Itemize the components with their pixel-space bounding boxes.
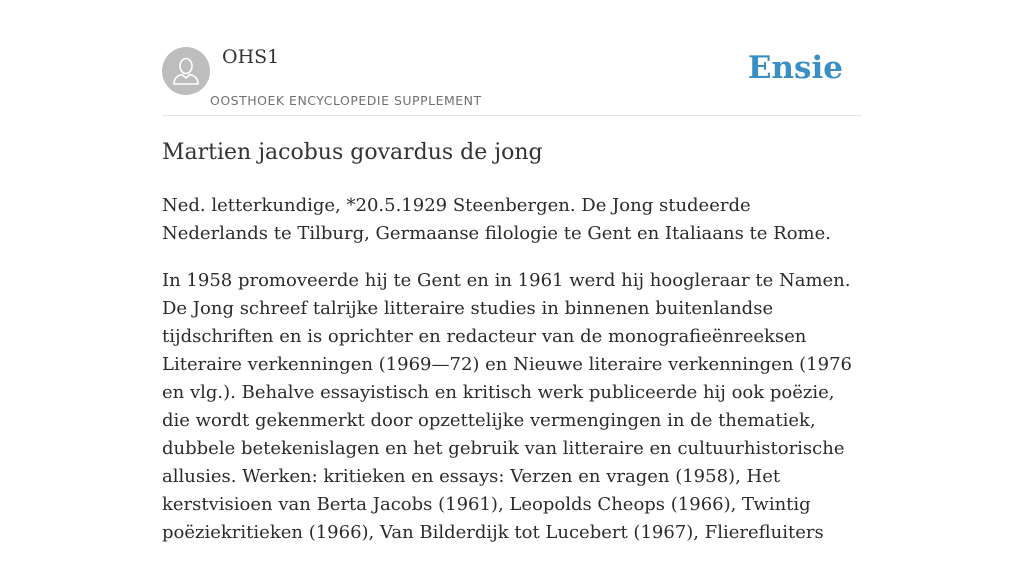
article-header [162,0,862,116]
author-name[interactable]: OHS1 [222,46,280,68]
source-label[interactable]: OOSTHOEK ENCYCLOPEDIE SUPPLEMENT [210,93,482,108]
article-body [162,192,862,566]
article-paragraph: In 1958 promoveerde hij te Gent en in 1961 werd hij hoogleraar te Namen. De Jong schreef talrijke litteraire studies in binnenen buitenlandse tijdschriften en is oprichter en redacteur van de monografieënreeksen Literaire verkenningen (1969—72) en Nieuwe literaire verkenningen (1976 en vlg.). Behalve essayistisch en kritisch werk publiceerde hij ook poëzie, die wordt gekenmerkt door opzettelijke vermengingen in de thematiek, dubbele betekenislagen en het gebruik van litteraire en cultuurhistorische allusies. Werken: kritieken en essays: Verzen en vragen (1958), Het kerstvisioen van Berta Jacobs (1961), Leopolds Cheops (1966), Twintig poëziekritieken (1966), Van Bilderdijk tot Lucebert (1967), Flierefluiters [162,270,852,543]
article-page [162,0,862,543]
article-paragraph: Ned. letterkundige, *20.5.1929 Steenbergen. De Jong studeerde Nederlands te Tilburg, Germaanse filologie te Gent en Italiaans te Rome. [162,195,831,244]
site-logo[interactable]: Ensie [747,50,843,86]
page-title: Martien jacobus govardus de jong [162,140,543,165]
user-silhouette-icon [162,47,210,95]
author-avatar[interactable] [162,47,210,95]
